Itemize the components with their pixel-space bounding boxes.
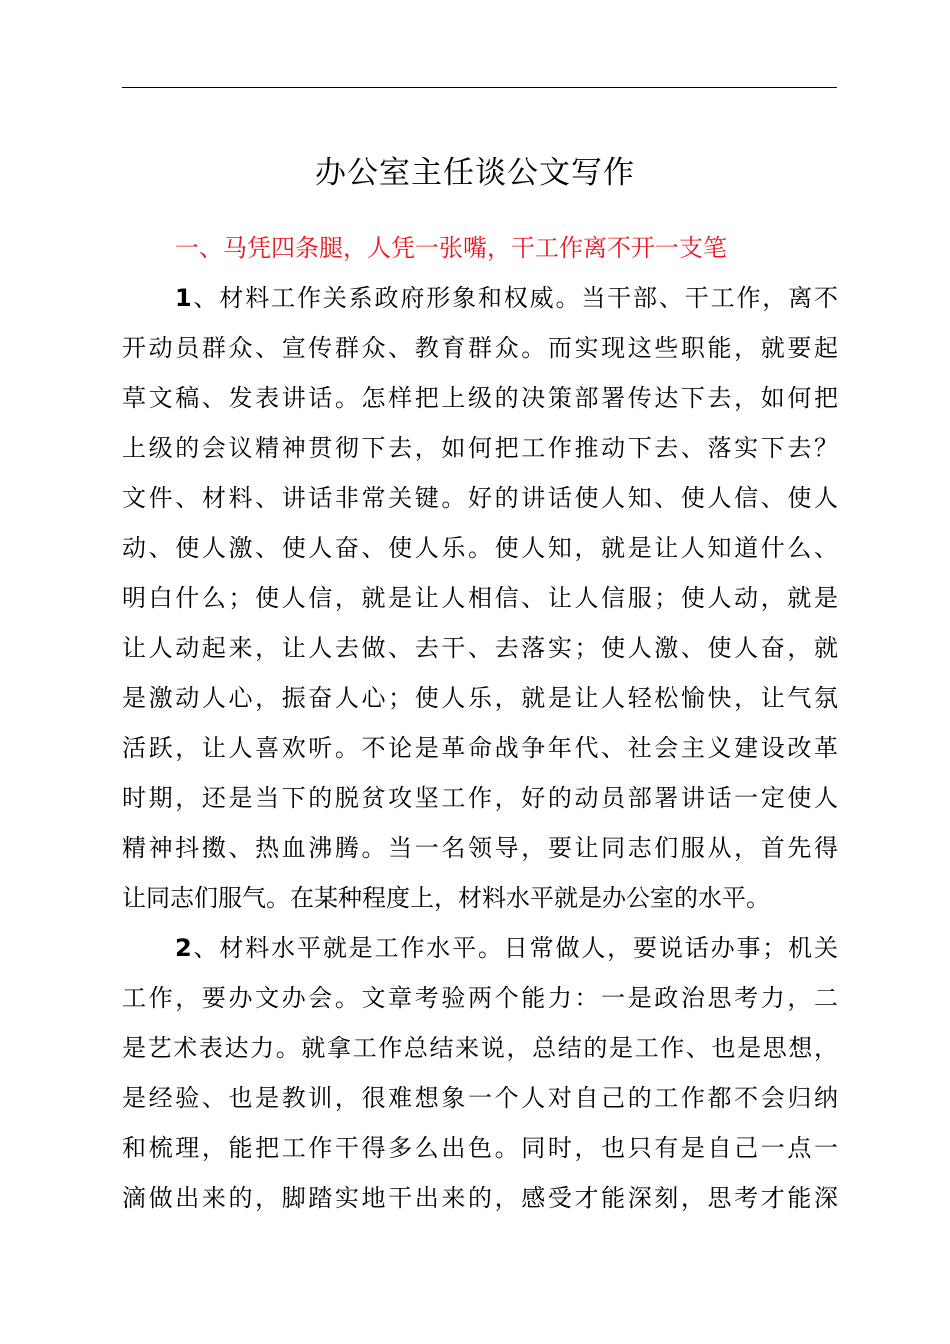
paragraph-line: 动、使人激、使人奋、使人乐。使人知，就是让人知道什么、 <box>122 534 838 562</box>
paragraph-line: 精神抖擞、热血沸腾。当一名领导，要让同志们服从，首先得 <box>122 834 838 862</box>
paragraph-line: 活跃，让人喜欢听。不论是革命战争年代、社会主义建设改革 <box>122 734 838 762</box>
header-rule <box>122 87 837 88</box>
paragraph-line: 开动员群众、宣传群众、教育群众。而实现这些职能，就要起 <box>122 334 838 362</box>
paragraph-line: 滴做出来的，脚踏实地干出来的，感受才能深刻，思考才能深 <box>122 1184 838 1212</box>
paragraph-line: 上级的会议精神贯彻下去，如何把工作推动下去、落实下去？ <box>122 434 838 462</box>
paragraph-line: 是激动人心，振奋人心；使人乐，就是让人轻松愉快，让气氛 <box>122 684 838 712</box>
paragraph-line: 是艺术表达力。就拿工作总结来说，总结的是工作、也是思想， <box>122 1034 838 1062</box>
paragraph-line: 是经验、也是教训，很难想象一个人对自己的工作都不会归纳 <box>122 1084 838 1112</box>
paragraph-number: 2 <box>175 934 192 962</box>
paragraph-line: 和梳理，能把工作干得多么出色。同时，也只有是自己一点一 <box>122 1134 838 1162</box>
paragraph-line: 1、材料工作关系政府形象和权威。当干部、干工作，离不 <box>175 284 838 312</box>
paragraph-number: 1 <box>175 284 192 312</box>
paragraph-line: 明白什么；使人信，就是让人相信、让人信服；使人动，就是 <box>122 584 838 612</box>
paragraph-line: 草文稿、发表讲话。怎样把上级的决策部署传达下去，如何把 <box>122 384 838 412</box>
paragraph-line: 让人动起来，让人去做、去干、去落实；使人激、使人奋，就 <box>122 634 838 662</box>
paragraph-line: 文件、材料、讲话非常关键。好的讲话使人知、使人信、使人 <box>122 484 838 512</box>
section-heading: 一、马凭四条腿，人凭一张嘴，干工作离不开一支笔 <box>175 234 727 262</box>
paragraph-line: 2、材料水平就是工作水平。日常做人，要说话办事；机关 <box>175 934 838 962</box>
paragraph-line: 让同志们服气。在某种程度上，材料水平就是办公室的水平。 <box>122 884 770 912</box>
paragraph-line: 工作，要办文办会。文章考验两个能力：一是政治思考力，二 <box>122 984 838 1012</box>
paragraph-line: 时期，还是当下的脱贫攻坚工作，好的动员部署讲话一定使人 <box>122 784 838 812</box>
document-title: 办公室主任谈公文写作 <box>315 155 635 191</box>
